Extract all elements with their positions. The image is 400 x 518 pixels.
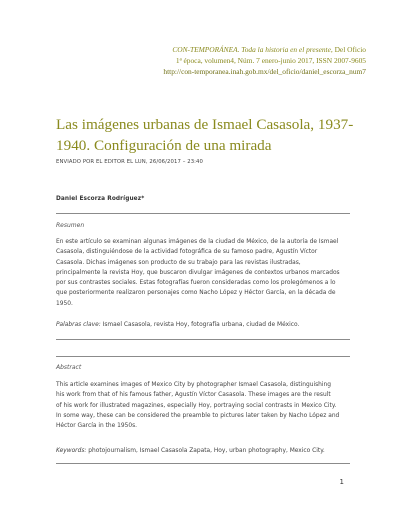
- journal-header: [163, 44, 366, 77]
- palabras-clave-label: Palabras clave:: [56, 322, 101, 328]
- resumen-line: En este artículo se examinan algunas imágenes de la ciudad de México, de la autoría de Ismael: [56, 239, 339, 245]
- divider: [56, 339, 350, 340]
- resumen-line: 1950.: [56, 300, 73, 307]
- resumen-line: principalmente la revista Hoy, que buscaron divulgar imágenes de contextos urbanos marcados: [56, 269, 340, 276]
- keywords-text: photojournalism, Ismael Casasola Zapata, Hoy, urban photography, Mexico City.: [86, 448, 325, 454]
- palabras-clave-text: Ismael Casasola, revista Hoy, fotografía urbana, ciudad de México.: [100, 322, 300, 328]
- resumen-line: Casasola, distinguiéndose de la actividad fotográfica de su famoso padre, Agustín Víctor: [56, 249, 318, 256]
- journal-title-line: [163, 44, 366, 55]
- abstract-heading: Abstract: [56, 364, 82, 371]
- abstract-body: [56, 380, 348, 431]
- divider: [56, 356, 350, 357]
- author-name: Daniel Escorza Rodríguez*: [56, 196, 145, 202]
- resumen-body: [56, 237, 348, 309]
- divider: [56, 463, 350, 464]
- abstract-line: of his work for illustrated magazines, especially Hoy, portraying social contrasts in Mexico City.: [56, 402, 337, 409]
- abstract-line: his work from that of his famous father, Agustín Víctor Casasola. These images are the result: [56, 392, 331, 399]
- journal-issue: 1ª época, volumen4, Núm. 7 enero-junio 2017, ISSN 2007-9605: [175, 56, 366, 65]
- palabras-clave: [56, 322, 348, 328]
- divider: [56, 213, 350, 214]
- article-url-link[interactable]: http://con-temporanea.inah.gob.mx/del_oficio/daniel_escorza_num7: [163, 67, 366, 76]
- keywords-label: Keywords:: [56, 448, 87, 454]
- abstract-line: Héctor García in the 1950s.: [56, 423, 138, 430]
- keywords: [56, 448, 348, 454]
- resumen-line: que posteriormente realizaron personajes como Nacho López y Héctor García, en la década de: [56, 290, 336, 297]
- posted-info: ENVIADO POR EL EDITOR EL LUN, 26/06/2017 – 23:40: [56, 159, 204, 165]
- page-number: 1: [339, 478, 344, 486]
- journal-name: CON-TEMPORÁNEA. Toda la historia en el presente: [172, 45, 331, 54]
- abstract-line: This article examines images of Mexico City by photographer Ismael Casasola, distinguishing: [56, 382, 331, 388]
- journal-publisher: , Del Oficio: [330, 45, 366, 54]
- abstract-line: In some way, these can be considered the preamble to pictures later taken by Nacho López and: [56, 412, 340, 419]
- article-title: Las imágenes urbanas de Ismael Casasola, 1937-1940. Configuración de una mirada: [56, 116, 354, 154]
- resumen-line: por sus contrastes sociales. Estas fotografías fueron consideradas como los prolegómenos a lo: [56, 280, 336, 287]
- resumen-line: Casasola. Dichas imágenes son producto de su trabajo para las revistas ilustradas,: [56, 259, 301, 266]
- resumen-heading: Resumen: [56, 222, 85, 229]
